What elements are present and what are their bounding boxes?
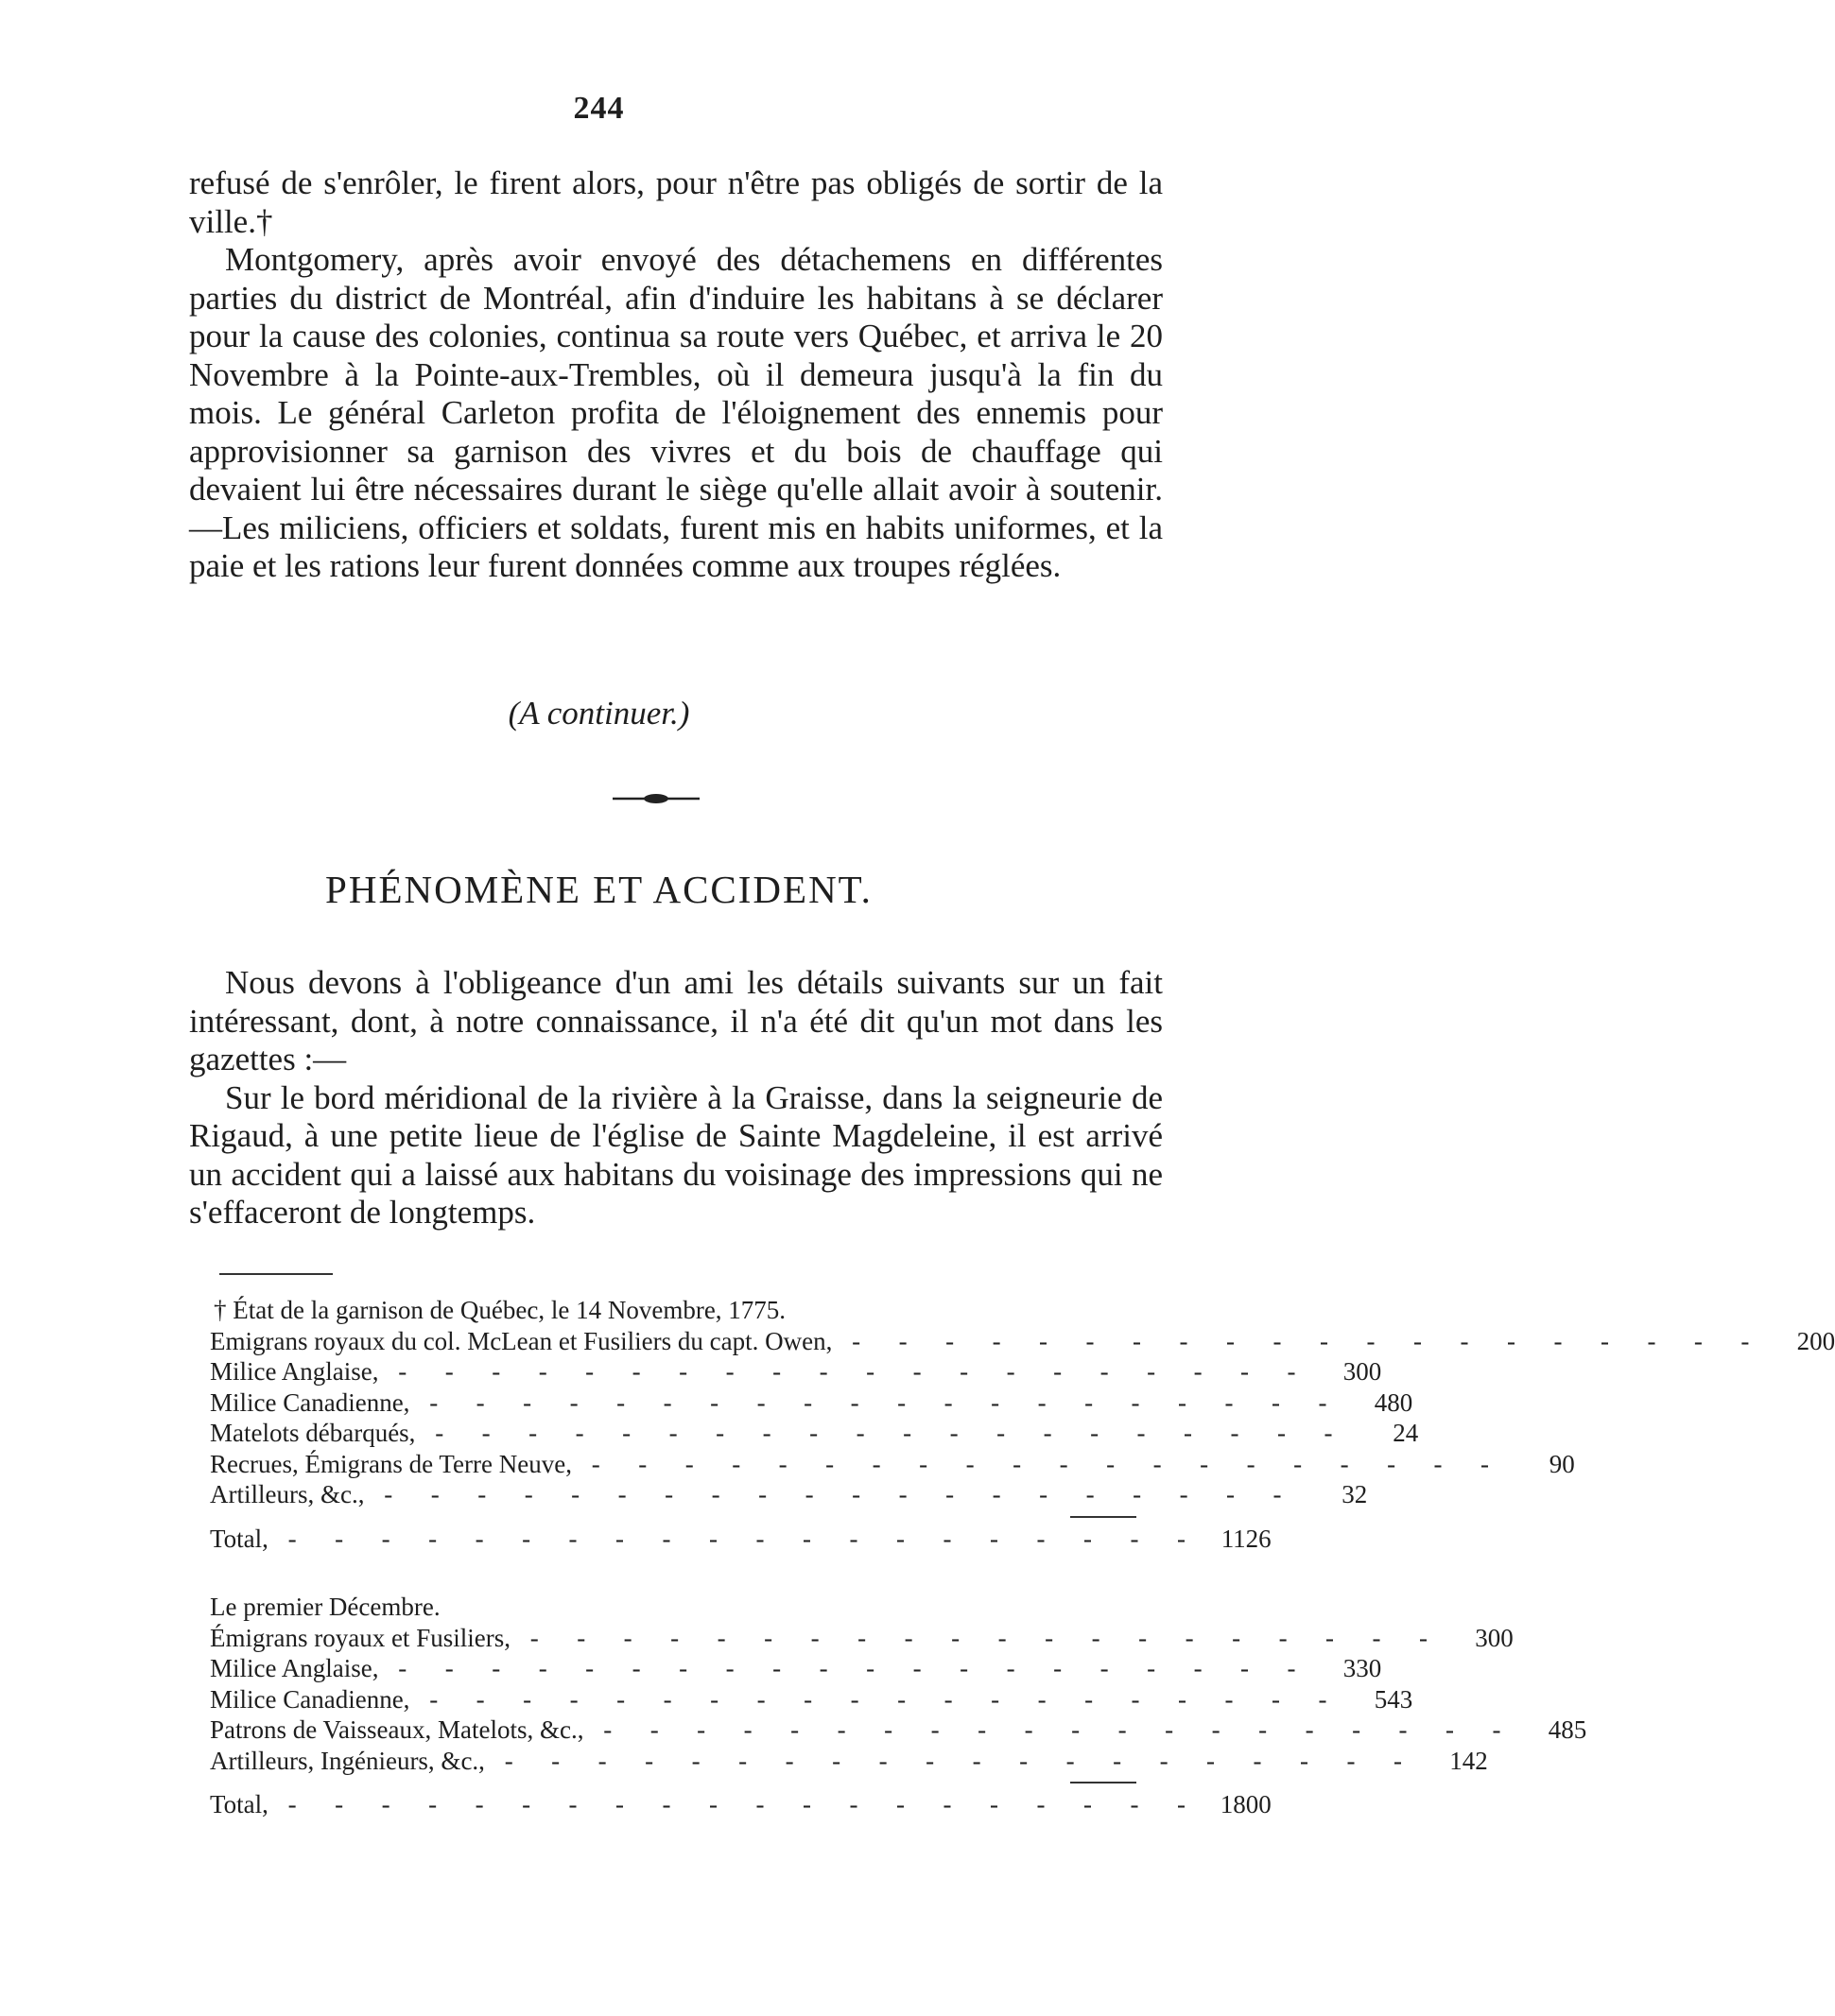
row-value: 300 [1342, 1357, 1382, 1386]
row-value: 480 [1374, 1387, 1413, 1417]
continuation-note: (A continuer.) [508, 695, 690, 732]
leader-dots: - - - - - - - - - - - - - - - - - - - - [597, 1715, 1508, 1744]
row-label: Patrons de Vaisseaux, Matelots, &c., [210, 1715, 584, 1744]
table-row [210, 1623, 1514, 1654]
total-label: Total, [210, 1524, 268, 1553]
leader-dots: - - - - - - - - - - - - - - - - - - - - [584, 1449, 1496, 1478]
row-label: Artilleurs, &c., [210, 1480, 365, 1508]
row-label: Milice Anglaise, [210, 1357, 379, 1386]
paragraph: Nous devons à l'obligeance d'un ami les détails suivants sur un fait intéressant, dont, à notre connaissance, il n'a été dit qu'un mot dans les gazettes :— [189, 964, 1163, 1077]
leader-dots: - - - - - - - - - - - - - - - - - - - - [523, 1623, 1434, 1652]
total-label: Total, [210, 1790, 268, 1818]
ornament-divider [613, 792, 700, 805]
row-value: 300 [1475, 1623, 1514, 1652]
page-number: 244 [573, 91, 625, 126]
row-label: Milice Canadienne, [210, 1684, 410, 1714]
row-value: 330 [1342, 1654, 1382, 1682]
row-label: Milice Canadienne, [210, 1387, 410, 1417]
row-value: 200 [1796, 1326, 1835, 1355]
row-label: Recrues, Émigrans de Terre Neuve, [210, 1449, 572, 1478]
paragraph: Montgomery, après avoir envoyé des détachemens en différentes parties du district de Montréal, afin d'induire les habitans à se déclarer pour la cause des colonies, continua sa route vers Québec, et arriva le 20 Novembre à la Pointe-aux-Trembles, où il demeura jusqu'à la fin du mois. Le général Carleton profita de l'éloignement des ennemis pour approvisionner sa garnison des vivres et du bois de chauffage qui devaient lui être nécessaires durant le siège qu'elle allait avoir à soutenir.—Les miliciens, officiers et soldats, furent mis en habits uniformes, et la paie et les rations leur furent données comme aux troupes réglées. [189, 241, 1163, 584]
row-label: Artilleurs, Ingénieurs, &c., [210, 1746, 485, 1775]
garrison-table-november [210, 1326, 1835, 1510]
leader-dots: - - - - - - - - - - - - - - - - - - - - [845, 1326, 1757, 1355]
row-label: Matelots débarqués, [210, 1419, 416, 1447]
leader-dots: - - - - - - - - - - - - - - - - - - - - [377, 1480, 1289, 1508]
row-value: 543 [1374, 1684, 1413, 1714]
footnote [210, 1295, 1835, 1820]
leader-dots: - - - - - - - - - - - - - - - - - - - - [423, 1684, 1334, 1714]
sum-rule [1070, 1782, 1136, 1783]
row-value: 142 [1449, 1746, 1488, 1775]
leader-dots: - - - - - - - - - - - - - - - - - - - - [497, 1746, 1409, 1775]
row-value: 24 [1393, 1419, 1419, 1447]
text-block-1 [189, 164, 1163, 586]
table-row [210, 1418, 1419, 1449]
row-value: 90 [1549, 1449, 1575, 1478]
paragraph: Sur le bord méridional de la rivière à la Graisse, dans la seigneurie de Rigaud, à une petite lieue de l'église de Sainte Magdeleine, il est arrivé un accident qui a laissé aux habitans du voisinage des impressions qui ne s'effaceront de longtemps. [189, 1078, 1163, 1231]
row-label: Émigrans royaux et Fusiliers, [210, 1623, 511, 1652]
table-subheading: Le premier Décembre. [210, 1593, 441, 1621]
text-block-2 [189, 964, 1163, 1232]
row-label: Emigrans royaux du col. McLean et Fusiliers du capt. Owen, [210, 1326, 833, 1355]
table-row [210, 1684, 1413, 1715]
table-row [210, 1653, 1382, 1684]
total-row [210, 1524, 1272, 1555]
leader-dots: - - - - - - - - - - - - - - - - - - - - [281, 1524, 1192, 1553]
footnote-title: † État de la garnison de Québec, le 14 Novembre, 1775. [214, 1296, 787, 1324]
leader-dots: - - - - - - - - - - - - - - - - - - - - [391, 1357, 1303, 1386]
table-row [210, 1714, 1587, 1746]
total-row [210, 1789, 1272, 1820]
table-row [210, 1326, 1835, 1357]
table-row [210, 1356, 1382, 1387]
garrison-table-december [210, 1623, 1587, 1777]
table-row [210, 1479, 1368, 1510]
row-value: 485 [1548, 1715, 1587, 1744]
total-value: 1800 [1220, 1790, 1272, 1818]
leader-dots: - - - - - - - - - - - - - - - - - - - - [428, 1419, 1340, 1447]
table-row [210, 1746, 1488, 1777]
leader-dots: - - - - - - - - - - - - - - - - - - - - [281, 1790, 1192, 1818]
total-value: 1126 [1220, 1524, 1272, 1553]
table-row [210, 1387, 1413, 1419]
row-label: Milice Anglaise, [210, 1654, 379, 1682]
footnote-rule [219, 1273, 333, 1275]
table-row [210, 1449, 1575, 1480]
paragraph: refusé de s'enrôler, le firent alors, pour n'être pas obligés de sortir de la ville.† [189, 164, 1163, 240]
section-heading: PHÉNOMÈNE ET ACCIDENT. [325, 868, 873, 911]
sum-rule [1070, 1516, 1136, 1518]
leader-dots: - - - - - - - - - - - - - - - - - - - - [423, 1387, 1334, 1417]
row-value: 32 [1342, 1480, 1368, 1508]
leader-dots: - - - - - - - - - - - - - - - - - - - - [391, 1654, 1303, 1682]
